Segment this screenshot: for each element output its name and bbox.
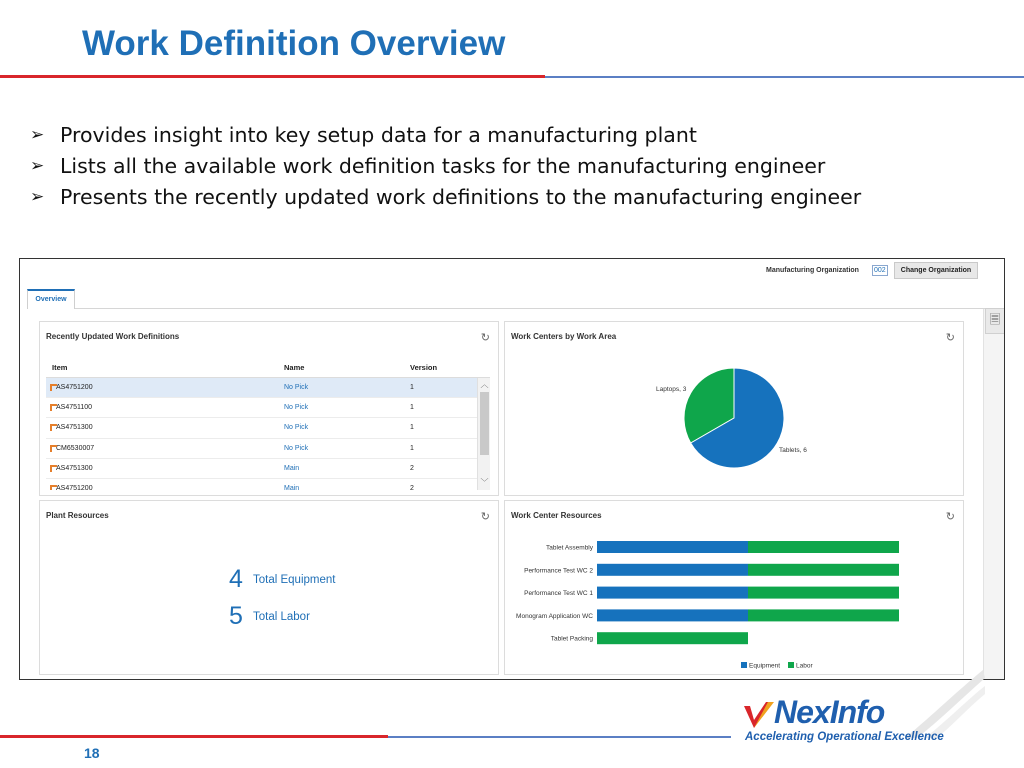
title-rule-red xyxy=(0,75,545,78)
slide-title: Work Definition Overview xyxy=(82,24,506,63)
work-definitions-table xyxy=(46,358,490,490)
column-header-version[interactable]: Version xyxy=(410,363,438,372)
refresh-icon[interactable]: ↻ xyxy=(945,332,955,344)
scroll-down-icon[interactable]: ﹀ xyxy=(480,478,489,487)
version-cell: 2 xyxy=(410,464,414,472)
table-row[interactable] xyxy=(46,439,490,459)
refresh-icon[interactable]: ↻ xyxy=(945,511,955,523)
equipment-count: 4 xyxy=(229,565,243,593)
tab-divider xyxy=(75,308,985,309)
refresh-icon[interactable]: ↻ xyxy=(480,332,490,344)
work-center-resources-panel xyxy=(504,500,964,675)
column-header-name[interactable]: Name xyxy=(284,363,305,372)
panel-title: Plant Resources xyxy=(46,511,109,520)
brand-name: NexInfo xyxy=(774,694,885,730)
pie-label-tablets: Tablets, 6 xyxy=(779,447,807,454)
bar-equipment[interactable] xyxy=(597,564,748,576)
legend-label-equipment: Equipment xyxy=(749,662,781,670)
bullet-item xyxy=(30,150,861,181)
table-row[interactable] xyxy=(46,459,490,479)
equipment-metric[interactable] xyxy=(229,565,335,594)
change-organization-button[interactable]: Change Organization xyxy=(894,262,978,279)
legend-swatch-equipment xyxy=(741,662,747,668)
arrow-bullet-icon: ➢ xyxy=(30,124,45,145)
version-cell: 1 xyxy=(410,424,414,432)
item-cell: AS4751200 xyxy=(50,479,93,490)
name-link[interactable]: No Pick xyxy=(284,404,309,412)
page-number: 18 xyxy=(84,745,100,761)
bullet-text: Lists all the available work definition tasks for the manufacturing engineer xyxy=(60,153,826,178)
bar-category-label: Performance Test WC 2 xyxy=(524,567,593,575)
side-panel-strip xyxy=(983,309,1005,680)
brand-tagline: Accelerating Operational Excellence xyxy=(745,731,944,743)
bar-labor[interactable] xyxy=(748,541,899,553)
plant-resources-panel xyxy=(39,500,499,675)
version-cell: 2 xyxy=(410,484,414,490)
work-center-resources-chart xyxy=(505,501,965,676)
table-row[interactable] xyxy=(46,398,490,418)
name-link[interactable]: No Pick xyxy=(284,444,309,452)
table-header xyxy=(46,358,490,378)
version-cell: 1 xyxy=(410,404,414,412)
legend-swatch-labor xyxy=(788,662,794,668)
bar-category-label: Tablet Assembly xyxy=(546,544,593,552)
bar-category-label: Performance Test WC 1 xyxy=(524,590,593,598)
name-link[interactable]: Main xyxy=(284,464,300,472)
arrow-bullet-icon: ➢ xyxy=(30,155,45,176)
bar-labor[interactable] xyxy=(748,609,899,621)
tab-overview[interactable]: Overview xyxy=(27,289,75,309)
version-cell: 1 xyxy=(410,384,414,391)
bullet-list xyxy=(30,119,861,212)
name-link[interactable]: Main xyxy=(284,484,300,490)
bar-category-label: Monogram Application WC xyxy=(516,612,593,620)
table-scrollbar[interactable] xyxy=(477,378,490,490)
scroll-up-icon[interactable]: ︿ xyxy=(480,380,489,389)
work-centers-by-area-panel xyxy=(504,321,964,496)
name-link[interactable]: No Pick xyxy=(284,384,309,391)
legend-label-labor: Labor xyxy=(796,662,813,670)
table-row[interactable] xyxy=(46,479,490,490)
labor-label: Total Labor xyxy=(253,610,310,623)
item-cell: AS4751300 xyxy=(50,459,93,479)
item-cell: AS4751300 xyxy=(50,418,93,438)
bar-equipment[interactable] xyxy=(597,609,748,621)
item-cell: AS4751200 xyxy=(50,378,93,398)
table-body xyxy=(46,378,490,490)
bar-equipment[interactable] xyxy=(597,541,748,553)
document-icon[interactable]: 🗏 xyxy=(985,308,1005,334)
name-link[interactable]: No Pick xyxy=(284,424,309,432)
title-rule-blue xyxy=(545,76,1024,78)
refresh-icon[interactable]: ↻ xyxy=(480,511,490,523)
bar-equipment[interactable] xyxy=(597,587,748,599)
footer-rule-blue xyxy=(388,736,731,738)
pie-label-laptops: Laptops, 3 xyxy=(656,386,687,393)
table-row[interactable] xyxy=(46,418,490,438)
table-row[interactable] xyxy=(46,378,490,398)
recent-work-definitions-panel xyxy=(39,321,499,496)
arrow-bullet-icon: ➢ xyxy=(30,186,45,207)
bullet-text: Provides insight into key setup data for a manufacturing plant xyxy=(60,122,697,147)
footer-rule-red xyxy=(0,735,388,738)
version-cell: 1 xyxy=(410,444,414,452)
panel-title: Work Centers by Work Area xyxy=(511,332,617,341)
column-header-item[interactable]: Item xyxy=(52,363,68,372)
app-screenshot xyxy=(19,258,1005,680)
item-cell: CM6530007 xyxy=(50,439,94,459)
scroll-thumb[interactable] xyxy=(480,392,489,455)
labor-count: 5 xyxy=(229,602,243,630)
org-value-link[interactable]: 002 xyxy=(874,267,886,274)
panel-title: Recently Updated Work Definitions xyxy=(46,332,180,341)
bullet-text: Presents the recently updated work definitions to the manufacturing engineer xyxy=(60,184,862,209)
bar-labor[interactable] xyxy=(748,587,899,599)
labor-metric[interactable] xyxy=(229,602,310,631)
bullet-item xyxy=(30,119,861,150)
bullet-item xyxy=(30,181,861,212)
panel-title: Work Center Resources xyxy=(511,511,602,520)
equipment-label: Total Equipment xyxy=(253,573,336,586)
bar-labor[interactable] xyxy=(748,564,899,576)
bar-category-label: Tablet Packing xyxy=(550,635,593,643)
bar-labor[interactable] xyxy=(597,632,748,644)
item-cell: AS4751100 xyxy=(50,398,92,418)
org-label: Manufacturing Organization xyxy=(766,267,859,274)
work-area-pie-chart xyxy=(505,322,965,497)
